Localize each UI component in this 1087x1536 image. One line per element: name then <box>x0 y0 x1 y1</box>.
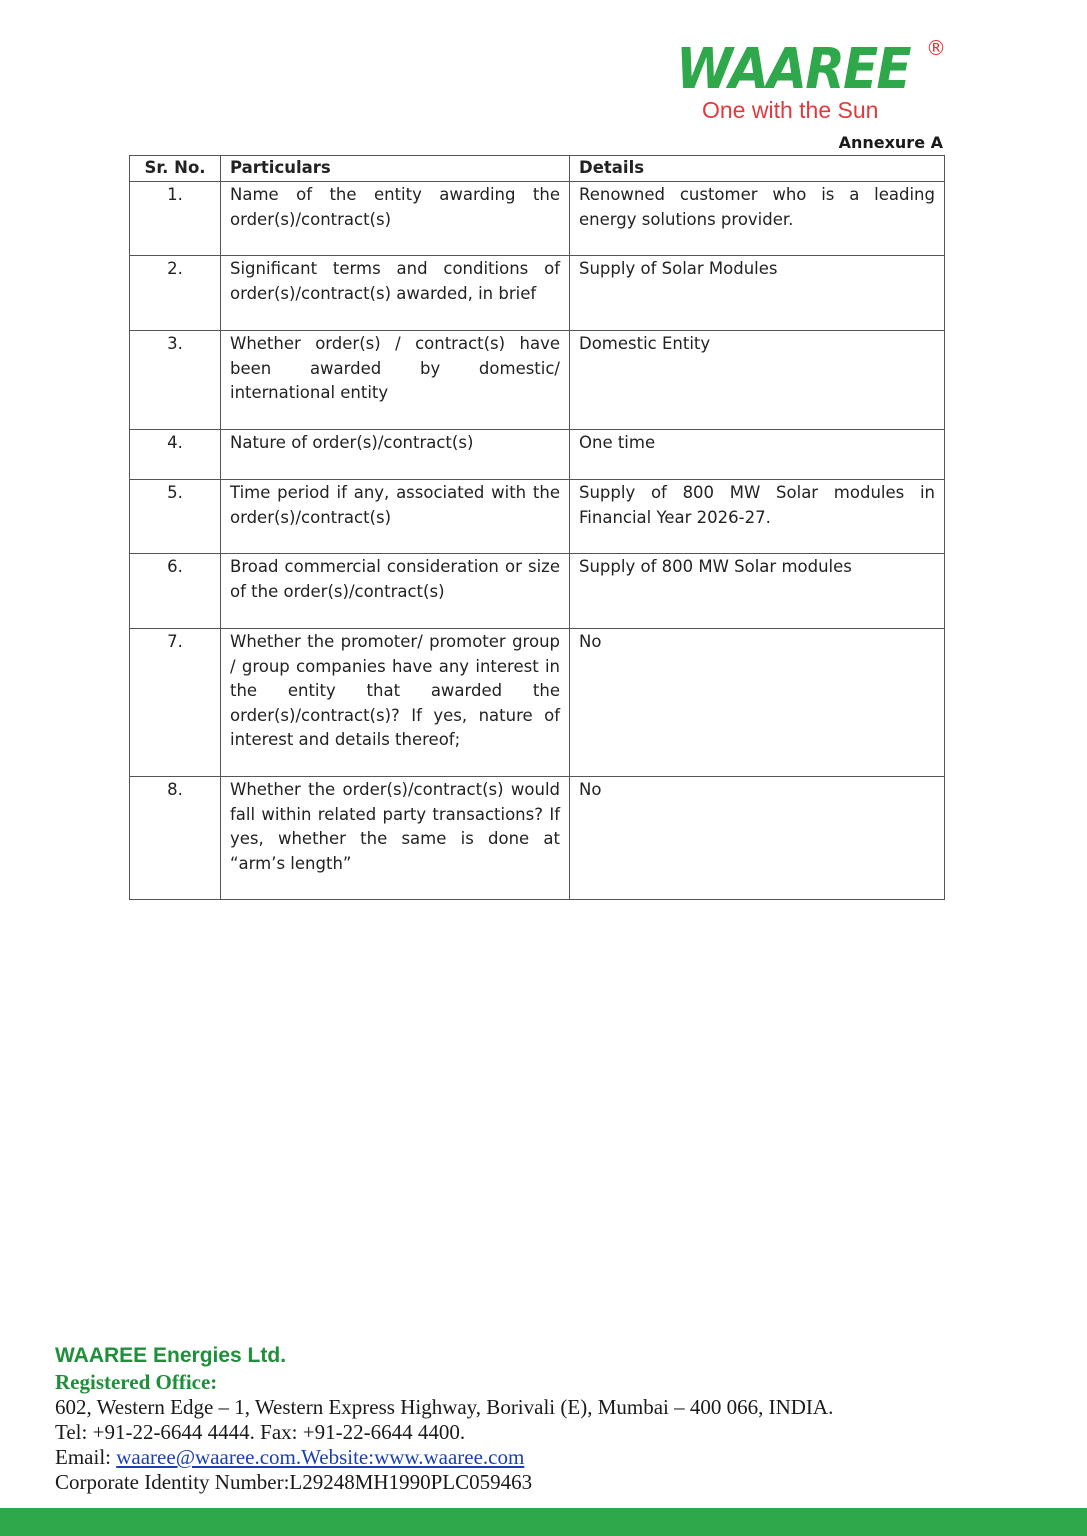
row-particular: Time period if any, associated with the order(s)/contract(s) <box>221 480 570 554</box>
footer-green-bar <box>0 1508 1087 1536</box>
row-detail: Supply of 800 MW Solar modules in Financial Year 2026-27. <box>570 480 945 554</box>
footer-company-name: WAAREE Energies Ltd. <box>55 1344 287 1367</box>
table-row <box>130 629 945 777</box>
row-detail: No <box>570 777 945 900</box>
annexure-label: Annexure A <box>838 133 943 152</box>
table-row <box>130 554 945 629</box>
table-row <box>130 430 945 480</box>
footer <box>55 1342 833 1495</box>
company-logo <box>674 36 954 126</box>
row-sr-no: 3. <box>130 331 221 430</box>
row-particular: Broad commercial consideration or size of the order(s)/contract(s) <box>221 554 570 629</box>
table-header-row <box>130 156 945 182</box>
header-particulars: Particulars <box>221 156 570 182</box>
table-row <box>130 182 945 256</box>
row-sr-no: 5. <box>130 480 221 554</box>
table-row <box>130 777 945 900</box>
row-particular: Whether the order(s)/contract(s) would fall within related party transactions? If yes, whether the same is done at “arm’s length” <box>221 777 570 900</box>
footer-cin: Corporate Identity Number:L29248MH1990PLC059463 <box>55 1470 533 1494</box>
row-sr-no: 8. <box>130 777 221 900</box>
table-row <box>130 480 945 554</box>
footer-tel-fax: Tel: +91-22-6644 4444. Fax: +91-22-6644 4400. <box>55 1420 466 1444</box>
row-particular: Nature of order(s)/contract(s) <box>221 430 570 480</box>
row-detail: No <box>570 629 945 777</box>
row-particular: Whether the promoter/ promoter group / group companies have any interest in the entity that awarded the order(s)/contract(s)? If yes, nature of interest and details thereof; <box>221 629 570 777</box>
row-detail: Supply of Solar Modules <box>570 256 945 331</box>
footer-email-label: Email: <box>55 1445 117 1469</box>
footer-office-label: Registered Office: <box>55 1370 218 1394</box>
row-detail: Supply of 800 MW Solar modules <box>570 554 945 629</box>
footer-email-line <box>55 1445 833 1470</box>
disclosure-table <box>129 155 945 900</box>
footer-address: 602, Western Edge – 1, Western Express Highway, Borivali (E), Mumbai – 400 066, INDIA. <box>55 1395 834 1419</box>
row-sr-no: 4. <box>130 430 221 480</box>
row-sr-no: 7. <box>130 629 221 777</box>
row-sr-no: 6. <box>130 554 221 629</box>
row-sr-no: 1. <box>130 182 221 256</box>
table-row <box>130 331 945 430</box>
header-sr-no: Sr. No. <box>130 156 221 182</box>
registered-mark: ® <box>926 36 946 60</box>
table-row <box>130 256 945 331</box>
row-particular: Whether order(s) / contract(s) have been awarded by domestic/ international entity <box>221 331 570 430</box>
logo-wordmark: WAAREE <box>676 37 910 102</box>
row-particular: Name of the entity awarding the order(s)/contract(s) <box>221 182 570 256</box>
logo-tagline: One with the Sun <box>702 97 879 123</box>
row-sr-no: 2. <box>130 256 221 331</box>
row-detail: Domestic Entity <box>570 331 945 430</box>
header-details: Details <box>570 156 945 182</box>
row-detail: Renowned customer who is a leading energy solutions provider. <box>570 182 945 256</box>
row-detail: One time <box>570 430 945 480</box>
row-particular: Significant terms and conditions of order(s)/contract(s) awarded, in brief <box>221 256 570 331</box>
footer-email-website-link[interactable]: waaree@waaree.com.Website:www.waaree.com <box>116 1445 525 1469</box>
